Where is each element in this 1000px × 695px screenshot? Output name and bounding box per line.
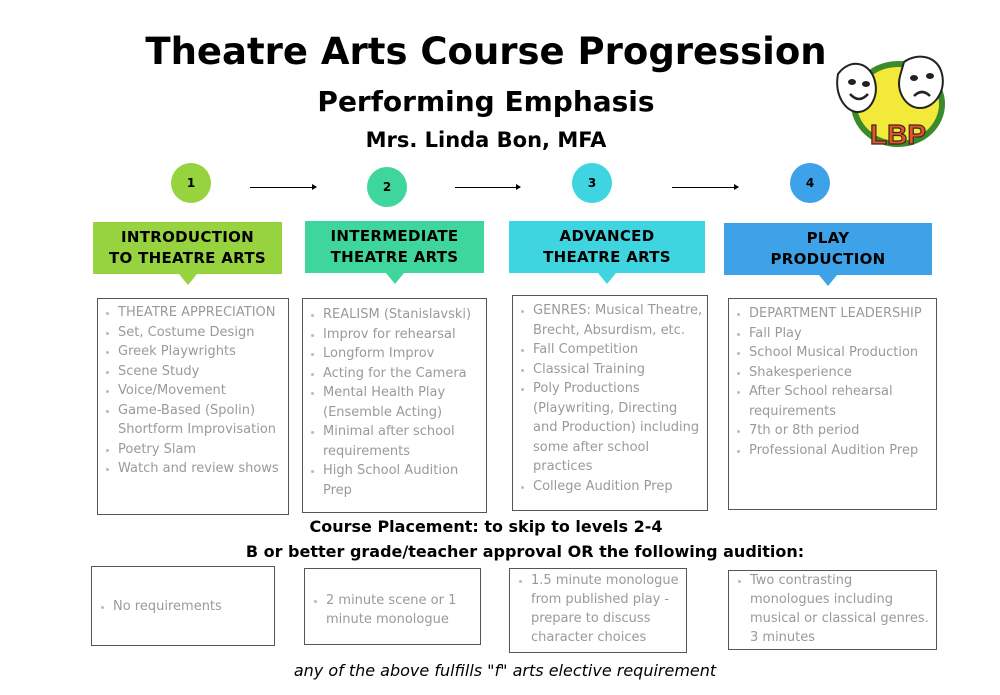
list-item: • No requirements [113,597,222,616]
level-3-audition [509,568,687,653]
list-item: • Game-Based (Spolin) Shortform Improvisation [118,401,286,440]
list-item: • REALISM (Stanislavski) [323,305,484,325]
list-item: • Poly Productions (Playwriting, Directing and Production) including some after school practices [533,379,705,477]
level-label-line2: PRODUCTION [770,250,886,268]
step-number: 4 [805,176,815,190]
list-item: • Voice/Movement [118,381,286,401]
list-item: • Minimal after school requirements [323,422,484,461]
author-name: Mrs. Linda Bon, MFA [365,128,607,152]
arrow-right-icon [455,187,520,188]
list-item: • 7th or 8th period [749,421,934,441]
list-item: • College Audition Prep [533,477,705,497]
page-subtitle: Performing Emphasis [317,85,655,118]
list-item: • GENRES: Musical Theatre, Brecht, Absurdism, etc. [533,301,705,340]
level-3-header [509,221,705,273]
list-item: • School Musical Production [749,343,934,363]
list-item: • Acting for the Camera [323,364,484,384]
step-3-circle [572,163,612,203]
page-title: Theatre Arts Course Progression [145,30,827,73]
level-1-topics [97,298,289,515]
footer-note: any of the above fulfills "f" arts elective requirement [293,661,717,680]
list-item: • 2 minute scene or 1 minute monologue [326,591,478,629]
level-4-header [724,223,932,275]
list-item: • DEPARTMENT LEADERSHIP [749,304,934,324]
level-label-line2: THEATRE ARTS [543,248,671,266]
comedy-tragedy-masks-icon [830,52,954,164]
list-item: • 1.5 minute monologue from published play - prepare to discuss character choices [531,571,684,647]
level-4-audition [728,570,937,650]
list-item: • Poetry Slam [118,440,286,460]
level-2-topics [302,298,487,513]
level-4-topics [728,298,937,510]
placement-heading: Course Placement: to skip to levels 2-4 [309,517,663,536]
list-item: • Fall Competition [533,340,705,360]
list-item: • Set, Costume Design [118,323,286,343]
list-item: • Classical Training [533,360,705,380]
list-item: • THEATRE APPRECIATION [118,303,286,323]
list-item: • Improv for rehearsal [323,325,484,345]
step-number: 3 [587,176,597,190]
level-label-line1: INTRODUCTION [120,228,255,246]
list-item: • Shakesperience [749,363,934,383]
level-3-topics [512,295,708,511]
level-label-line1: INTERMEDIATE [330,227,459,245]
list-item: • High School Audition Prep [323,461,484,500]
logo-text: LBP [870,119,926,150]
level-label-line1: ADVANCED [559,227,655,245]
list-item: • Professional Audition Prep [749,441,934,461]
placement-requirements: B or better grade/teacher approval OR the following audition: [245,542,805,561]
list-item: • Fall Play [749,324,934,344]
step-2-circle [367,167,407,207]
list-item: • Two contrasting monologues including musical or classical genres. 3 minutes [750,571,934,647]
list-item: • Scene Study [118,362,286,382]
list-item: • Mental Health Play (Ensemble Acting) [323,383,484,422]
list-item: • Greek Playwrights [118,342,286,362]
level-2-header [305,221,484,273]
level-label-line2: THEATRE ARTS [330,248,459,266]
level-1-header [93,222,282,274]
level-label-line1: PLAY [806,229,850,247]
list-item: • Watch and review shows [118,459,286,479]
arrow-right-icon [672,187,738,188]
level-label-line2: TO THEATRE ARTS [109,249,266,267]
step-number: 1 [186,176,196,190]
list-item: • Longform Improv [323,344,484,364]
level-1-audition [91,566,275,646]
list-item: • After School rehearsal requirements [749,382,934,421]
arrow-right-icon [250,187,316,188]
step-4-circle [790,163,830,203]
level-2-audition [304,568,481,645]
step-1-circle [171,163,211,203]
step-number: 2 [382,180,392,194]
